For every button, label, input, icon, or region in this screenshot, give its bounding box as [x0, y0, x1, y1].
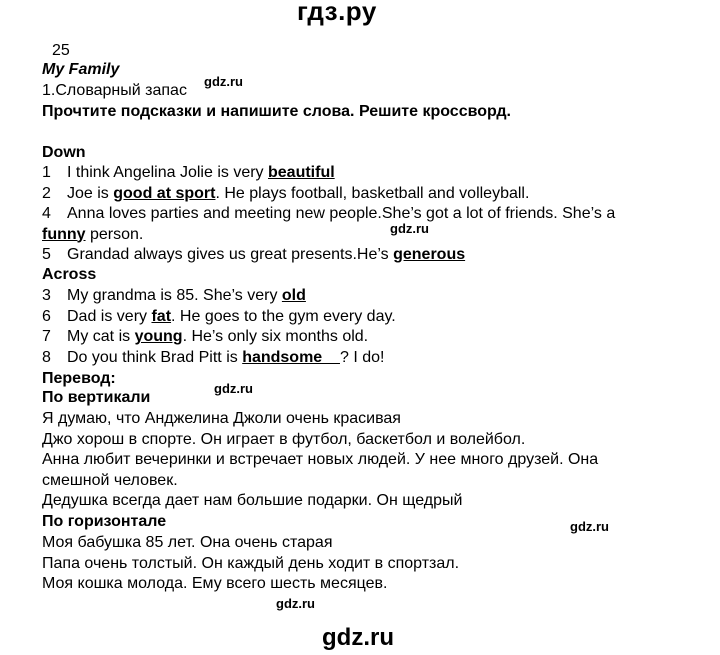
unit-title: My Family — [42, 61, 120, 78]
down-heading: Down — [42, 144, 86, 161]
clue-answer: good at sport — [113, 184, 216, 202]
clue-text: . He plays football, basketball and volleyball. — [215, 184, 530, 202]
clue-answer: fat — [151, 307, 172, 325]
translation-heading: Перевод: — [42, 370, 116, 387]
watermark: gdz.ru — [276, 596, 315, 611]
watermark: gdz.ru — [214, 381, 253, 396]
clue-answer: funny — [42, 225, 86, 243]
translation-line: Дедушка всегда дает нам большие подарки. Он щедрый — [42, 492, 463, 509]
clue-row — [42, 225, 143, 245]
clue-text: Anna loves parties and meeting new people.She’s got a lot of friends. She’s a — [67, 205, 616, 222]
across-heading: Across — [42, 266, 97, 283]
translation-line: Моя бабушка 85 лет. Она очень старая — [42, 534, 333, 551]
clue-row — [42, 348, 384, 368]
clue-row — [42, 163, 335, 183]
clue-text: . He goes to the gym every day. — [171, 307, 396, 325]
page-number: 25 — [52, 42, 70, 59]
clue-row — [42, 184, 529, 204]
watermark: gdz.ru — [570, 519, 609, 534]
clue-text: Joe is — [67, 184, 114, 202]
clue-row — [42, 286, 306, 306]
translation-line: Я думаю, что Анджелина Джоли очень красивая — [42, 410, 401, 427]
clue-text: . He’s only six months old. — [182, 328, 369, 345]
vertical-heading: По вертикали — [42, 389, 151, 406]
clue-text: Grandad always gives us great presents.He’s — [67, 246, 394, 263]
instruction: Прочтите подсказки и напишите слова. Решите кроссворд. — [42, 103, 511, 120]
clue-number: 5 — [42, 246, 51, 263]
clue-number: 3 — [42, 287, 51, 304]
site-footer-logo: gdz.ru — [322, 624, 394, 651]
clue-text: My grandma is 85. She’s very — [67, 287, 282, 304]
watermark: gdz.ru — [390, 221, 429, 236]
site-header-logo: гдз.ру — [297, 0, 377, 26]
horizontal-heading: По горизонтале — [42, 513, 167, 530]
section-title: 1.Словарный запас — [42, 82, 187, 99]
watermark: gdz.ru — [204, 74, 243, 89]
clue-row — [42, 245, 465, 265]
clue-answer: generous — [393, 246, 466, 263]
clue-answer: handsome — [242, 348, 340, 366]
clue-text: ? I do! — [339, 348, 385, 366]
clue-text: Dad is very — [67, 307, 152, 325]
clue-number: 2 — [42, 184, 51, 202]
clue-number: 1 — [42, 164, 51, 181]
translation-line: Анна любит вечеринки и встречает новых людей. У нее много друзей. Она — [42, 451, 599, 468]
clue-number: 6 — [42, 307, 51, 325]
clue-answer: beautiful — [268, 164, 335, 181]
translation-line: Моя кошка молода. Ему всего шесть месяцев. — [42, 575, 388, 592]
clue-row — [42, 327, 368, 347]
clue-number: 7 — [42, 328, 51, 345]
clue-text: person. — [85, 225, 144, 243]
translation-line: смешной человек. — [42, 471, 178, 489]
clue-text: I think Angelina Jolie is very — [67, 164, 268, 181]
translation-line: Папа очень толстый. Он каждый день ходит в спортзал. — [42, 554, 460, 572]
clue-answer: old — [281, 287, 306, 304]
clue-number: 8 — [42, 348, 51, 366]
translation-line: Джо хорош в спорте. Он играет в футбол, баскетбол и волейбол. — [42, 430, 526, 448]
clue-text: My cat is — [67, 328, 135, 345]
clue-answer: young — [134, 328, 183, 345]
clue-row — [42, 204, 615, 224]
clue-number: 4 — [42, 205, 51, 222]
clue-row — [42, 307, 396, 327]
clue-text: Do you think Brad Pitt is — [67, 348, 243, 366]
